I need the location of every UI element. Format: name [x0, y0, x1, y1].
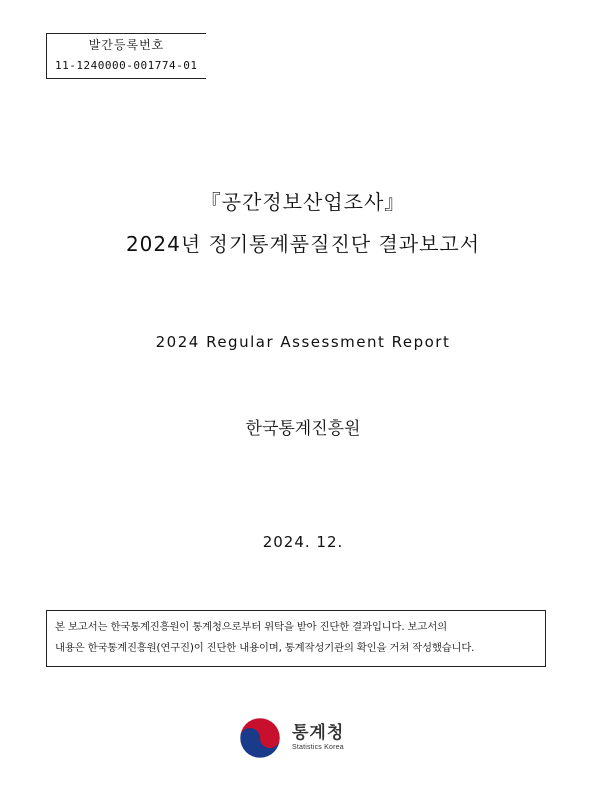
- taegeuk-emblem-icon: [238, 716, 282, 760]
- registration-box: [46, 33, 206, 79]
- registration-label: 발간등록번호: [88, 38, 165, 52]
- logo-english-name: Statistics Korea: [292, 744, 344, 751]
- notice-line-2: 내용은 한국통계진흥원(연구진)이 진단한 내용이며, 통계작성기관의 확인을 거쳐 작성했습니다.: [55, 642, 475, 654]
- publication-date: 2024. 12.: [262, 533, 344, 551]
- report-title-survey: 『공간정보산업조사』: [200, 190, 406, 214]
- statistics-korea-logo: [238, 716, 368, 762]
- report-subtitle-english: 2024 Regular Assessment Report: [155, 333, 451, 351]
- notice-box: [46, 610, 546, 667]
- notice-line-1: 본 보고서는 한국통계진흥원이 통계청으로부터 위탁을 받아 진단한 결과입니다. 보고서의: [55, 621, 447, 633]
- logo-name: 통계청: [292, 723, 345, 743]
- report-title-main: 2024년 정기통계품질진단 결과보고서: [125, 232, 481, 256]
- registration-number: 11-1240000-001774-01: [55, 59, 198, 72]
- publishing-agency: 한국통계진흥원: [245, 419, 361, 439]
